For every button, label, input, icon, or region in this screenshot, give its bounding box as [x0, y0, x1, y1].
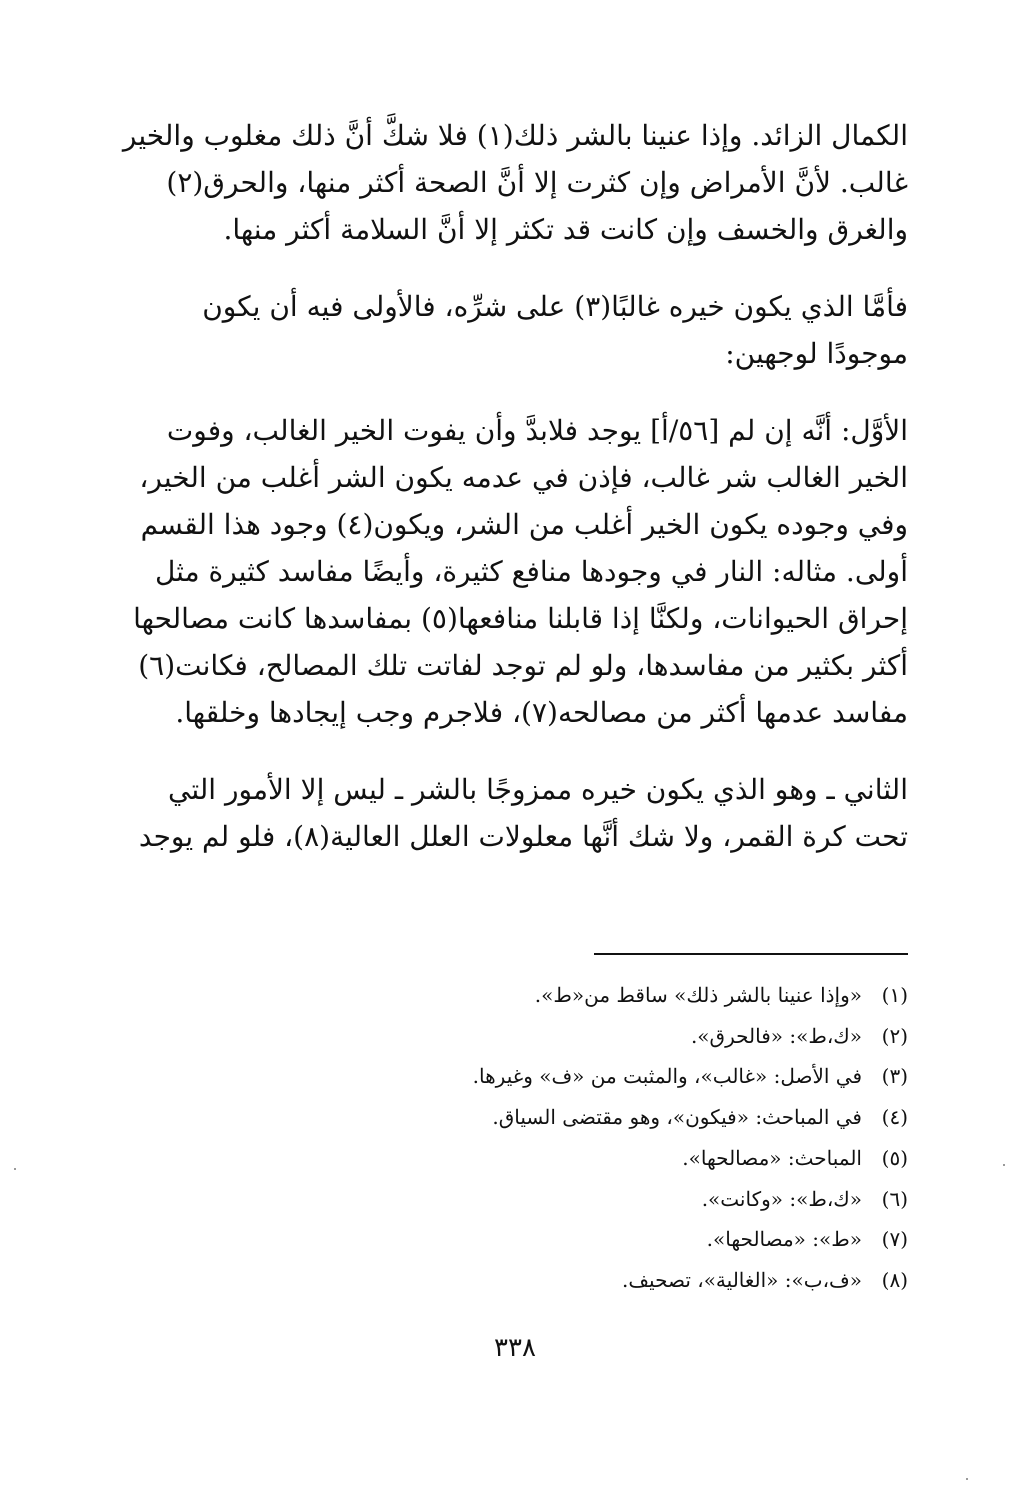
footnote-number: (١) — [881, 983, 908, 1007]
text-line: أولى. مثاله: النار في وجودها منافع كثيرة، وأيضًا مفاسد كثيرة مثل — [154, 555, 908, 588]
footnote-text: المباحث: «مصالحها». — [682, 1145, 862, 1170]
text-line: الخير الغالب شر غالب، فإذن في عدمه يكون الشر أغلب من الخير، — [139, 461, 908, 494]
footnote-text: في المباحث: «فيكون»، وهو مقتضى السياق. — [492, 1105, 862, 1130]
footnote-item — [300, 1056, 908, 1097]
text-line: الأوَّل: أنَّه إن لم [٥٦/أ] يوجد فلابدَّ وأن يفوت الخير الغالب، وفوت — [166, 414, 908, 447]
footnote-item — [300, 1219, 908, 1260]
footnote-item — [300, 1138, 908, 1179]
paragraph-1 — [122, 112, 908, 253]
scan-speck — [14, 1168, 16, 1170]
footnote-item — [300, 1179, 908, 1220]
footnote-item — [300, 975, 908, 1016]
footnote-number: (٦) — [881, 1186, 908, 1211]
footnote-text: «ك،ط»: «فالحرق». — [690, 1023, 862, 1048]
text-line: أكثر بكثير من مفاسدها، ولو لم توجد لفاتت تلك المصالح، فكانت(٦) — [138, 649, 908, 682]
scan-speck — [966, 1478, 968, 1480]
footnote-number: (٥) — [881, 1145, 908, 1170]
paragraph-4 — [122, 766, 908, 860]
text-line: والغرق والخسف وإن كانت قد تكثر إلا أنَّ السلامة أكثر منها. — [223, 213, 908, 246]
footnote-text: «وإذا عنينا بالشر ذلك» ساقط من«ط». — [534, 983, 862, 1007]
footnote-number: (٤) — [881, 1105, 908, 1130]
footnote-text: في الأصل: «غالب»، والمثبت من «ف» وغيرها. — [472, 1064, 862, 1089]
footnote-text: «ط»: «مصالحها». — [706, 1227, 862, 1252]
footnote-number: (٢) — [881, 1023, 908, 1048]
footnote-item — [300, 1260, 908, 1301]
text-line: وفي وجوده يكون الخير أغلب من الشر، ويكون(٤) وجود هذا القسم — [140, 508, 908, 541]
footnote-text: «ف،ب»: «الغالية»، تصحيف. — [621, 1267, 862, 1292]
footnote-text: «ك،ط»: «وكانت». — [701, 1186, 862, 1211]
footnote-number: (٧) — [881, 1227, 908, 1252]
text-line: تحت كرة القمر، ولا شك أنَّها معلولات العلل العالية(٨)، فلو لم يوجد — [138, 820, 908, 853]
footnote-item — [300, 1016, 908, 1057]
scan-speck — [1003, 1164, 1005, 1166]
footnote-separator — [594, 953, 908, 955]
text-line: غالب. لأنَّ الأمراض وإن كثرت إلا أنَّ الصحة أكثر منها، والحرق(٢) — [166, 166, 908, 199]
footnote-number: (٣) — [881, 1064, 908, 1089]
footnotes-list — [300, 975, 908, 1301]
text-line: فأمَّا الذي يكون خيره غالبًا(٣) على شرِّه، فالأولى فيه أن يكون — [202, 290, 908, 323]
footnote-item — [300, 1097, 908, 1138]
footnote-number: (٨) — [881, 1267, 908, 1292]
page-number: ٣٣٨ — [494, 1333, 536, 1363]
text-line: موجودًا لوجهين: — [725, 337, 908, 370]
text-line: مفاسد عدمها أكثر من مصالحه(٧)، فلاجرم وجب إيجادها وخلقها. — [175, 696, 908, 729]
paragraph-2 — [122, 283, 908, 377]
text-line: الثاني ـ وهو الذي يكون خيره ممزوجًا بالشر ـ ليس إلا الأمور التي — [167, 773, 908, 806]
text-line: إحراق الحيوانات، ولكنَّا إذا قابلنا منافعها(٥) بمفاسدها كانت مصالحها — [133, 602, 908, 635]
paragraph-3 — [122, 407, 908, 736]
text-line: الكمال الزائد. وإذا عنينا بالشر ذلك(١) فلا شكَّ أنَّ ذلك مغلوب والخير — [122, 119, 908, 152]
main-text — [122, 112, 908, 860]
